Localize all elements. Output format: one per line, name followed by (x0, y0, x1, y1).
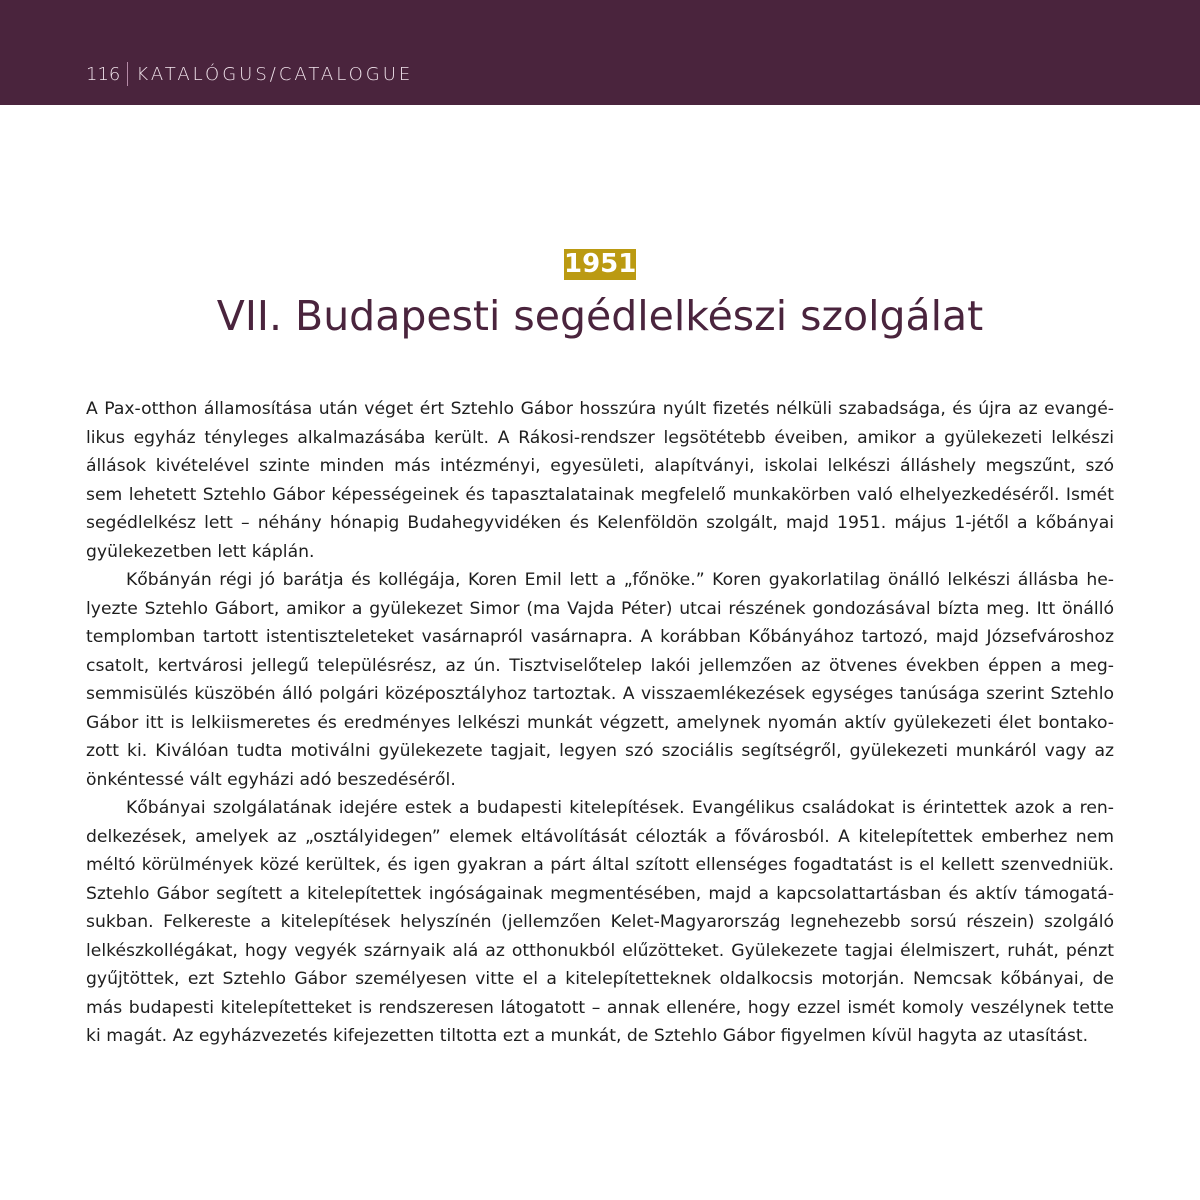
body-text (86, 395, 1114, 1051)
text-line: gyülekezetben lett káplán. (86, 541, 315, 562)
text-line: sem lehetett Sztehlo Gábor képességeinek és tapasztalatainak megfelelő munkakörben való elhelyezkedéséről. Ismét (86, 484, 1114, 505)
text-line: likus egyház tényleges alkalmazásába került. A Rákosi-rendszer legsötétebb éveiben, amikor a gyülekezeti lelkészi (86, 427, 1114, 448)
text-line: csatolt, kertvárosi jellegű településrész, az ún. Tisztviselőtelep lakói jellemzően az ötvenes években éppen a meg- (86, 655, 1114, 676)
text-line: Sztehlo Gábor segített a kitelepítettek ingóságainak megmentésében, majd a kapcsolattartásban és aktív támogatá- (86, 883, 1114, 904)
text-line: delkezések, amelyek az „osztályidegen” elemek eltávolítását célozták a fővárosból. A kitelepítettek emberhez nem (86, 826, 1114, 847)
text-line: sukban. Felkereste a kitelepítések helyszínén (jellemzően Kelet-Magyarország legnehezebb sorsú részein) szolgáló (86, 912, 1114, 932)
text-line: Kőbányán régi jó barátja és kollégája, Koren Emil lett a „főnöke.” Koren gyakorlatilag önálló lelkészi állásba he- (126, 570, 1114, 590)
text-line: A Pax-otthon államosítása után véget ért Sztehlo Gábor hosszúra nyúlt fizetés nélküli szabadsága, és újra az evangé- (86, 399, 1114, 419)
page-title: VII. Budapesti segédlelkészi szolgálat (216, 292, 984, 340)
text-line: segédlelkész lett – néhány hónapig Budahegyvidéken és Kelenföldön szolgált, majd 1951. május 1-jétől a kőbányai (86, 513, 1114, 533)
text-line: zott ki. Kiválóan tudta motiválni gyülekezete tagjait, legyen szó szociális segítségről, gyülekezeti munkáról vagy az (86, 741, 1114, 761)
text-line: önkéntessé vált egyházi adó beszedéséről. (86, 769, 456, 790)
paragraph (86, 794, 1114, 1051)
text-line: ki magát. Az egyházvezetés kifejezetten tiltotta ezt a munkát, de Sztehlo Gábor figyelmen kívül hagyta az utasítást. (86, 1026, 1089, 1046)
text-line: állások kivételével szinte minden más intézményi, egyesületi, alapítványi, iskolai lelkészi álláshely megszűnt, szó (86, 456, 1114, 476)
text-line: gyűjtöttek, ezt Sztehlo Gábor személyesen vitte el a kitelepítetteknek oldalkocsis motorján. Nemcsak kőbányai, de (86, 969, 1114, 989)
text-line: Gábor itt is lelkiismeretes és eredményes lelkészi munkát végzett, amelynek nyomán aktív gyülekezeti élet bontako- (86, 712, 1114, 733)
text-line: Kőbányai szolgálatának idejére estek a budapesti kitelepítések. Evangélikus családokat is érintettek azok a ren- (126, 798, 1114, 818)
text-line: méltó körülmények közé kerültek, és igen gyakran a párt által szított ellenséges fogadtatást is el kellett szenvedniük. (86, 855, 1114, 875)
text-line: templomban tartott istentiszteleteket vasárnapról vasárnapra. A korábban Kőbányához tartozó, majd Józsefvároshoz (86, 627, 1114, 647)
divider (127, 62, 128, 86)
text-line: lyezte Sztehlo Gábort, amikor a gyülekezet Simor (ma Vajda Péter) utcai részének gondozásával bízta meg. Itt önálló (86, 598, 1114, 619)
text-line: lelkészkollégákat, hogy vegyék szárnyaik alá az otthonukból elűzötteket. Gyülekezete tagjai élelmiszert, ruhát, pénzt (86, 940, 1114, 961)
header-bar (0, 0, 1200, 105)
running-head (86, 62, 413, 86)
year-badge: 1951 (564, 249, 637, 279)
page-number: 116 (86, 63, 121, 85)
paragraph (86, 566, 1114, 794)
section-title: KATALÓGUS/CATALOGUE (136, 63, 414, 85)
text-line: más budapesti kitelepítetteket is rendszeresen látogatott – annak ellenére, hogy ezzel ismét komoly veszélynek tette (86, 997, 1114, 1018)
text-line: semmisülés küszöbén álló polgári középosztályhoz tartoztak. A visszaemlékezések egységes tanúsága szerint Sztehlo (86, 684, 1114, 704)
paragraph (86, 395, 1114, 566)
